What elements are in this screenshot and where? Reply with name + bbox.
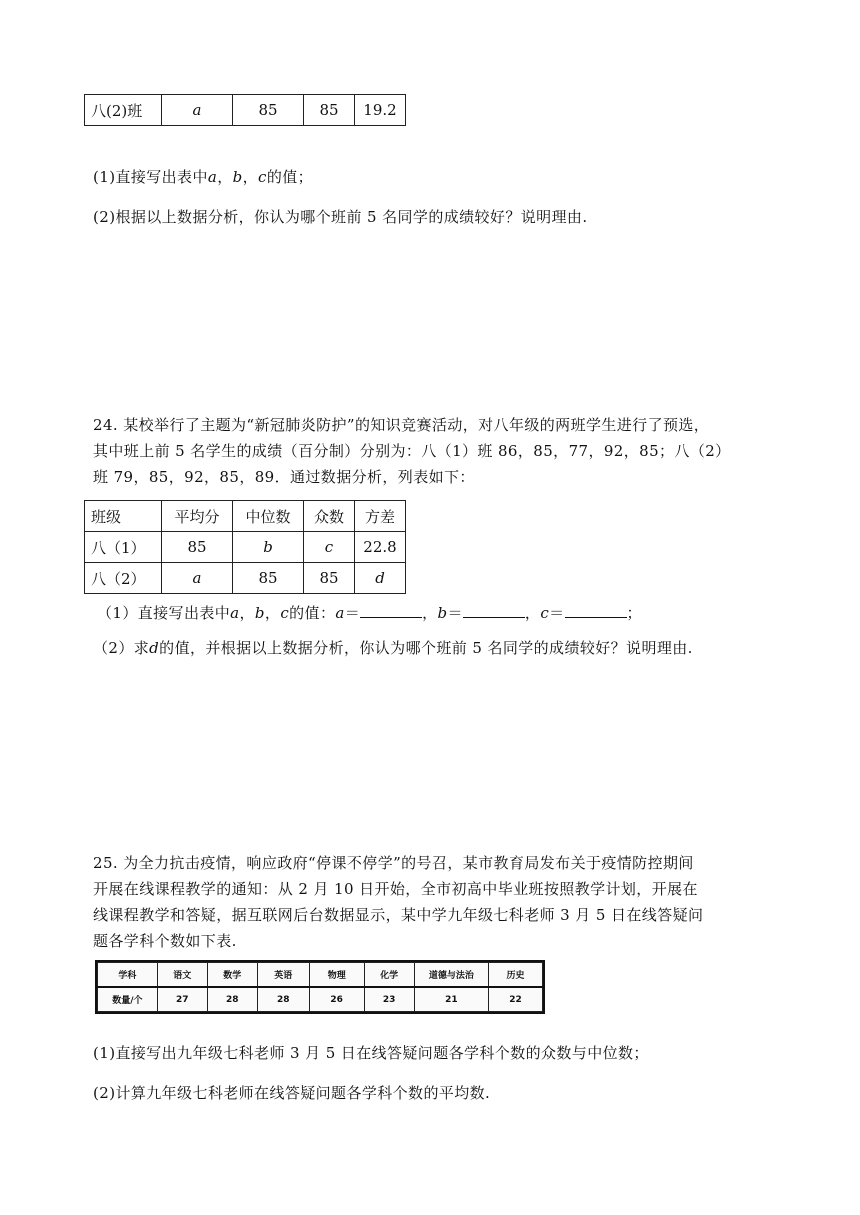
var-a: a — [230, 604, 240, 622]
q25-line: 开展在线课程教学的通知：从 2 月 10 日开始，全市初高中毕业班按照教学计划，开展在 — [93, 880, 698, 898]
q25-scanned-table — [95, 960, 545, 1014]
table-header: 方差 — [355, 501, 406, 532]
text: 的值； — [266, 168, 314, 186]
table-cell: 85 — [233, 563, 304, 594]
table-cell: 22.8 — [355, 532, 406, 563]
table-cell: 八(2)班 — [85, 95, 162, 126]
text: 的值： — [289, 604, 336, 622]
var-b: b — [437, 604, 448, 622]
table-row — [85, 95, 406, 126]
table-header: 中位数 — [233, 501, 304, 532]
text: ， — [422, 604, 438, 622]
table-header: 语文 — [157, 963, 207, 988]
q24-table — [84, 500, 406, 594]
table-row — [98, 987, 543, 1012]
table-cell: 数量/个 — [98, 987, 158, 1012]
table-header: 道德与法治 — [414, 963, 488, 988]
var-b: b — [254, 604, 265, 622]
var-a: a — [335, 604, 345, 622]
table-cell: d — [355, 563, 406, 594]
table-header: 平均分 — [162, 501, 233, 532]
q23-part2: (2)根据以上数据分析，你认为哪个班前 5 名同学的成绩较好？说明理由. — [93, 208, 588, 226]
var-a: a — [207, 168, 218, 186]
table-header: 英语 — [257, 963, 309, 988]
table-header: 众数 — [304, 501, 355, 532]
q25-part2: (2)计算九年级七科老师在线答疑问题各学科个数的平均数. — [93, 1084, 491, 1102]
table-cell: 28 — [207, 987, 257, 1012]
table-cell: a — [162, 95, 233, 126]
text: ＝ — [549, 604, 565, 622]
q25-part1: (1)直接写出九年级七科老师 3 月 5 日在线答疑问题各学科个数的众数与中位数； — [93, 1044, 649, 1062]
text: ； — [626, 604, 642, 622]
q25-line: 题各学科个数如下表. — [93, 932, 237, 950]
table-cell: 85 — [304, 95, 355, 126]
table-header: 化学 — [364, 963, 414, 988]
q23-table — [84, 94, 406, 126]
table-cell: 26 — [309, 987, 364, 1012]
table-cell: a — [162, 563, 233, 594]
table-header: 班级 — [85, 501, 162, 532]
text: ＝ — [447, 604, 463, 622]
var-d: d — [149, 639, 160, 657]
table-cell: 85 — [162, 532, 233, 563]
answer-blank-a[interactable] — [360, 603, 422, 618]
var-b: b — [232, 168, 243, 186]
table-cell: 22 — [489, 987, 543, 1012]
text: ＝ — [344, 604, 361, 622]
q25-line: 线课程教学和答疑，据互联网后台数据显示，某中学九年级七科老师 3 月 5 日在线答疑问 — [93, 906, 704, 924]
table-cell: 23 — [364, 987, 414, 1012]
q24-line: 其中班上前 5 名学生的成绩（百分制）分别为：八（1）班 86，85，77，92，85；八（2） — [93, 442, 731, 460]
text: (1)直接写出表中 — [93, 168, 208, 186]
text: （1）直接写出表中 — [97, 604, 231, 622]
text: ， — [239, 604, 255, 622]
table-cell: 八（2） — [85, 563, 162, 594]
table-row — [85, 563, 406, 594]
table-cell: 27 — [157, 987, 207, 1012]
q24-part2 — [93, 637, 693, 658]
answer-blank-b[interactable] — [463, 603, 525, 618]
table-header: 数学 — [207, 963, 257, 988]
text: ， — [524, 604, 541, 622]
table-row — [85, 532, 406, 563]
table-cell: c — [304, 532, 355, 563]
table-cell: b — [233, 532, 304, 563]
q25-line: 25. 为全力抗击疫情，响应政府“停课不停学”的号召，某市教育局发布关于疫情防控期间 — [93, 854, 694, 872]
table-header-row — [98, 963, 543, 988]
text: ， — [242, 168, 259, 186]
table-header: 学科 — [98, 963, 158, 988]
var-c: c — [540, 604, 550, 622]
q24-part1 — [97, 602, 642, 623]
table-cell: 85 — [304, 563, 355, 594]
table-header: 历史 — [489, 963, 543, 988]
var-c: c — [280, 604, 290, 622]
table-header-row — [85, 501, 406, 532]
q24-line: 24. 某校举行了主题为“新冠肺炎防护”的知识竞赛活动，对八年级的两班学生进行了预选， — [93, 416, 710, 434]
text: ， — [217, 168, 233, 186]
table-header: 物理 — [309, 963, 364, 988]
q23-part1 — [93, 166, 313, 187]
answer-blank-c[interactable] — [565, 603, 627, 618]
q24-line: 班 79，85，92，85，89．通过数据分析，列表如下： — [93, 468, 475, 486]
var-c: c — [258, 168, 267, 186]
text: 的值，并根据以上数据分析，你认为哪个班前 5 名同学的成绩较好？说明理由. — [159, 639, 693, 657]
table-cell: 85 — [233, 95, 304, 126]
table-cell: 21 — [414, 987, 488, 1012]
text: ， — [264, 604, 281, 622]
table-cell: 19.2 — [355, 95, 406, 126]
table-cell: 八（1） — [85, 532, 162, 563]
text: （2）求 — [93, 639, 150, 657]
table-cell: 28 — [257, 987, 309, 1012]
